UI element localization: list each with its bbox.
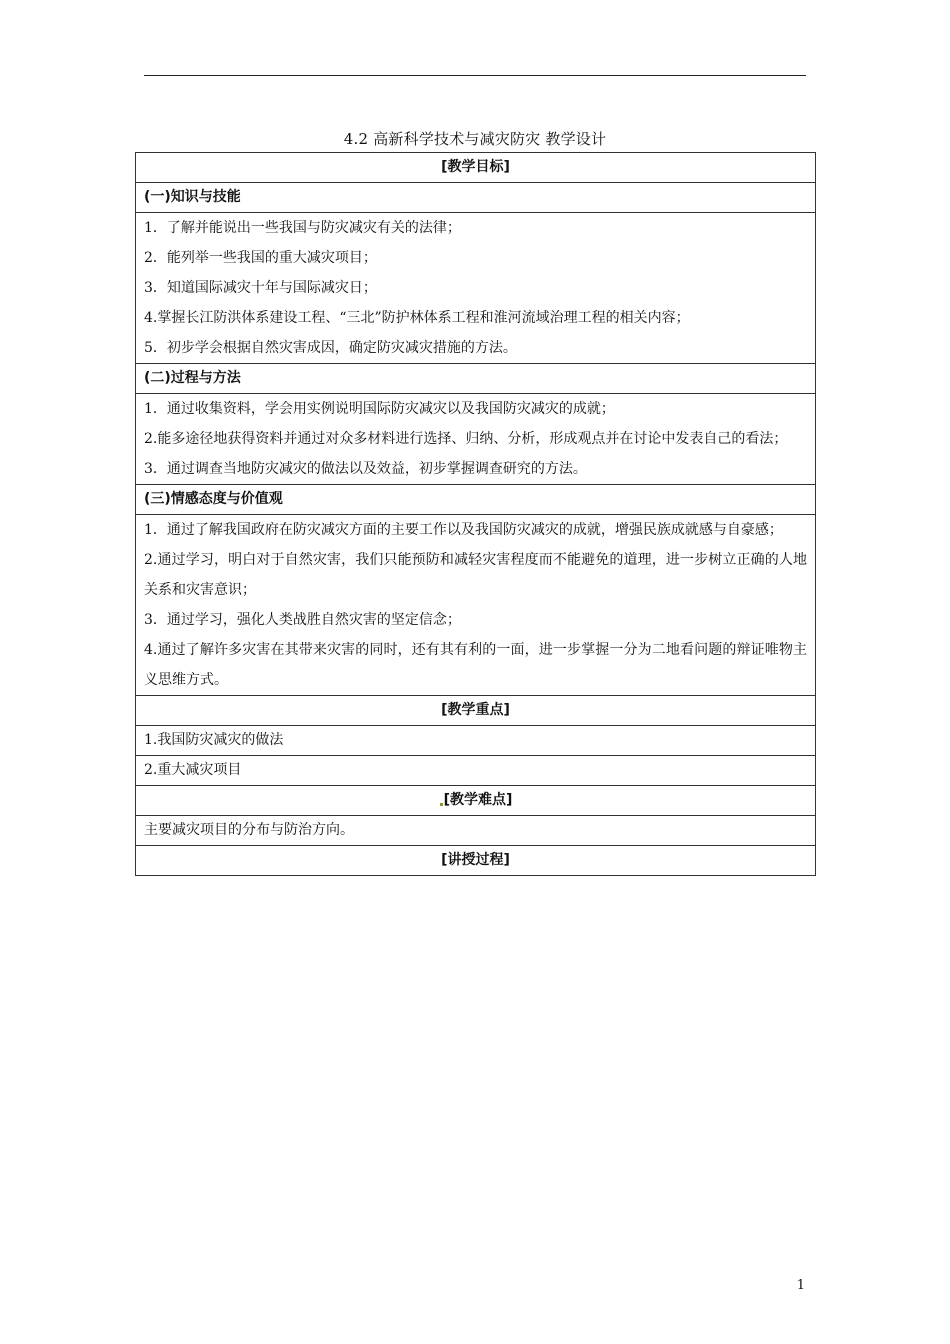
process-items-row	[136, 394, 816, 485]
list-item: 4.掌握长江防洪体系建设工程、“三北”防护林体系工程和淮河流域治理工程的相关内容；	[144, 310, 690, 326]
key-point-row	[136, 726, 816, 756]
knowledge-heading: (一)知识与技能	[136, 183, 816, 213]
list-item: 2．能列举一些我国的重大减灾项目；	[144, 250, 377, 266]
attitude-items-row	[136, 515, 816, 696]
key-point-1: 1.我国防灾减灾的做法	[136, 726, 816, 756]
attitude-items	[136, 515, 816, 696]
list-item: 1．通过了解我国政府在防灾减灾方面的主要工作以及我国防灾减灾的成就，增强民族成就感与自豪感；	[144, 522, 783, 538]
knowledge-items	[136, 213, 816, 364]
list-item: 1．了解并能说出一些我国与防灾减灾有关的法律；	[144, 220, 461, 236]
teaching-process-heading: [讲授过程]	[136, 846, 816, 876]
difficulty-heading-cell	[136, 786, 816, 816]
key-points-heading: [教学重点]	[136, 696, 816, 726]
process-items	[136, 394, 816, 485]
list-item: 3．知道国际减灾十年与国际减灾日；	[144, 280, 377, 296]
list-item: 4.通过了解许多灾害在其带来灾害的同时，还有其有利的一面，进一步掌握一分为二地看问题的辩证唯物主义思维方式。	[144, 642, 807, 688]
process-heading-row	[136, 364, 816, 394]
lesson-plan-table	[135, 152, 816, 876]
list-item: 3．通过学习，强化人类战胜自然灾害的坚定信念；	[144, 612, 461, 628]
document-title: 4.2 高新科学技术与减灾防灾 教学设计	[343, 130, 607, 148]
page-number: 1	[796, 1278, 805, 1293]
marker-dot-icon	[440, 803, 443, 806]
objectives-heading: [教学目标]	[136, 153, 816, 183]
key-point-2: 2.重大减灾项目	[136, 756, 816, 786]
process-heading: (二)过程与方法	[136, 364, 816, 394]
list-item: 5．初步学会根据自然灾害成因，确定防灾减灾措施的方法。	[144, 340, 517, 356]
list-item: 2.能多途径地获得资料并通过对众多材料进行选择、归纳、分析，形成观点并在讨论中发表自己的看法；	[144, 431, 788, 447]
objectives-heading-row	[136, 153, 816, 183]
attitude-heading: (三)情感态度与价值观	[136, 485, 816, 515]
list-item: 3．通过调查当地防灾减灾的做法以及效益，初步掌握调查研究的方法。	[144, 461, 587, 477]
knowledge-heading-row	[136, 183, 816, 213]
attitude-heading-row	[136, 485, 816, 515]
key-point-row	[136, 756, 816, 786]
knowledge-items-row	[136, 213, 816, 364]
key-points-heading-row	[136, 696, 816, 726]
header-rule	[144, 75, 806, 76]
list-item: 2.通过学习，明白对于自然灾害，我们只能预防和减轻灾害程度而不能避免的道理，进一步树立正确的人地关系和灾害意识；	[144, 552, 807, 598]
difficulty-heading: [教学难点]	[443, 792, 513, 808]
difficulty-text: 主要减灾项目的分布与防治方向。	[136, 816, 816, 846]
difficulty-heading-row	[136, 786, 816, 816]
list-item: 1．通过收集资料，学会用实例说明国际防灾减灾以及我国防灾减灾的成就；	[144, 401, 615, 417]
teaching-process-heading-row	[136, 846, 816, 876]
difficulty-row	[136, 816, 816, 846]
